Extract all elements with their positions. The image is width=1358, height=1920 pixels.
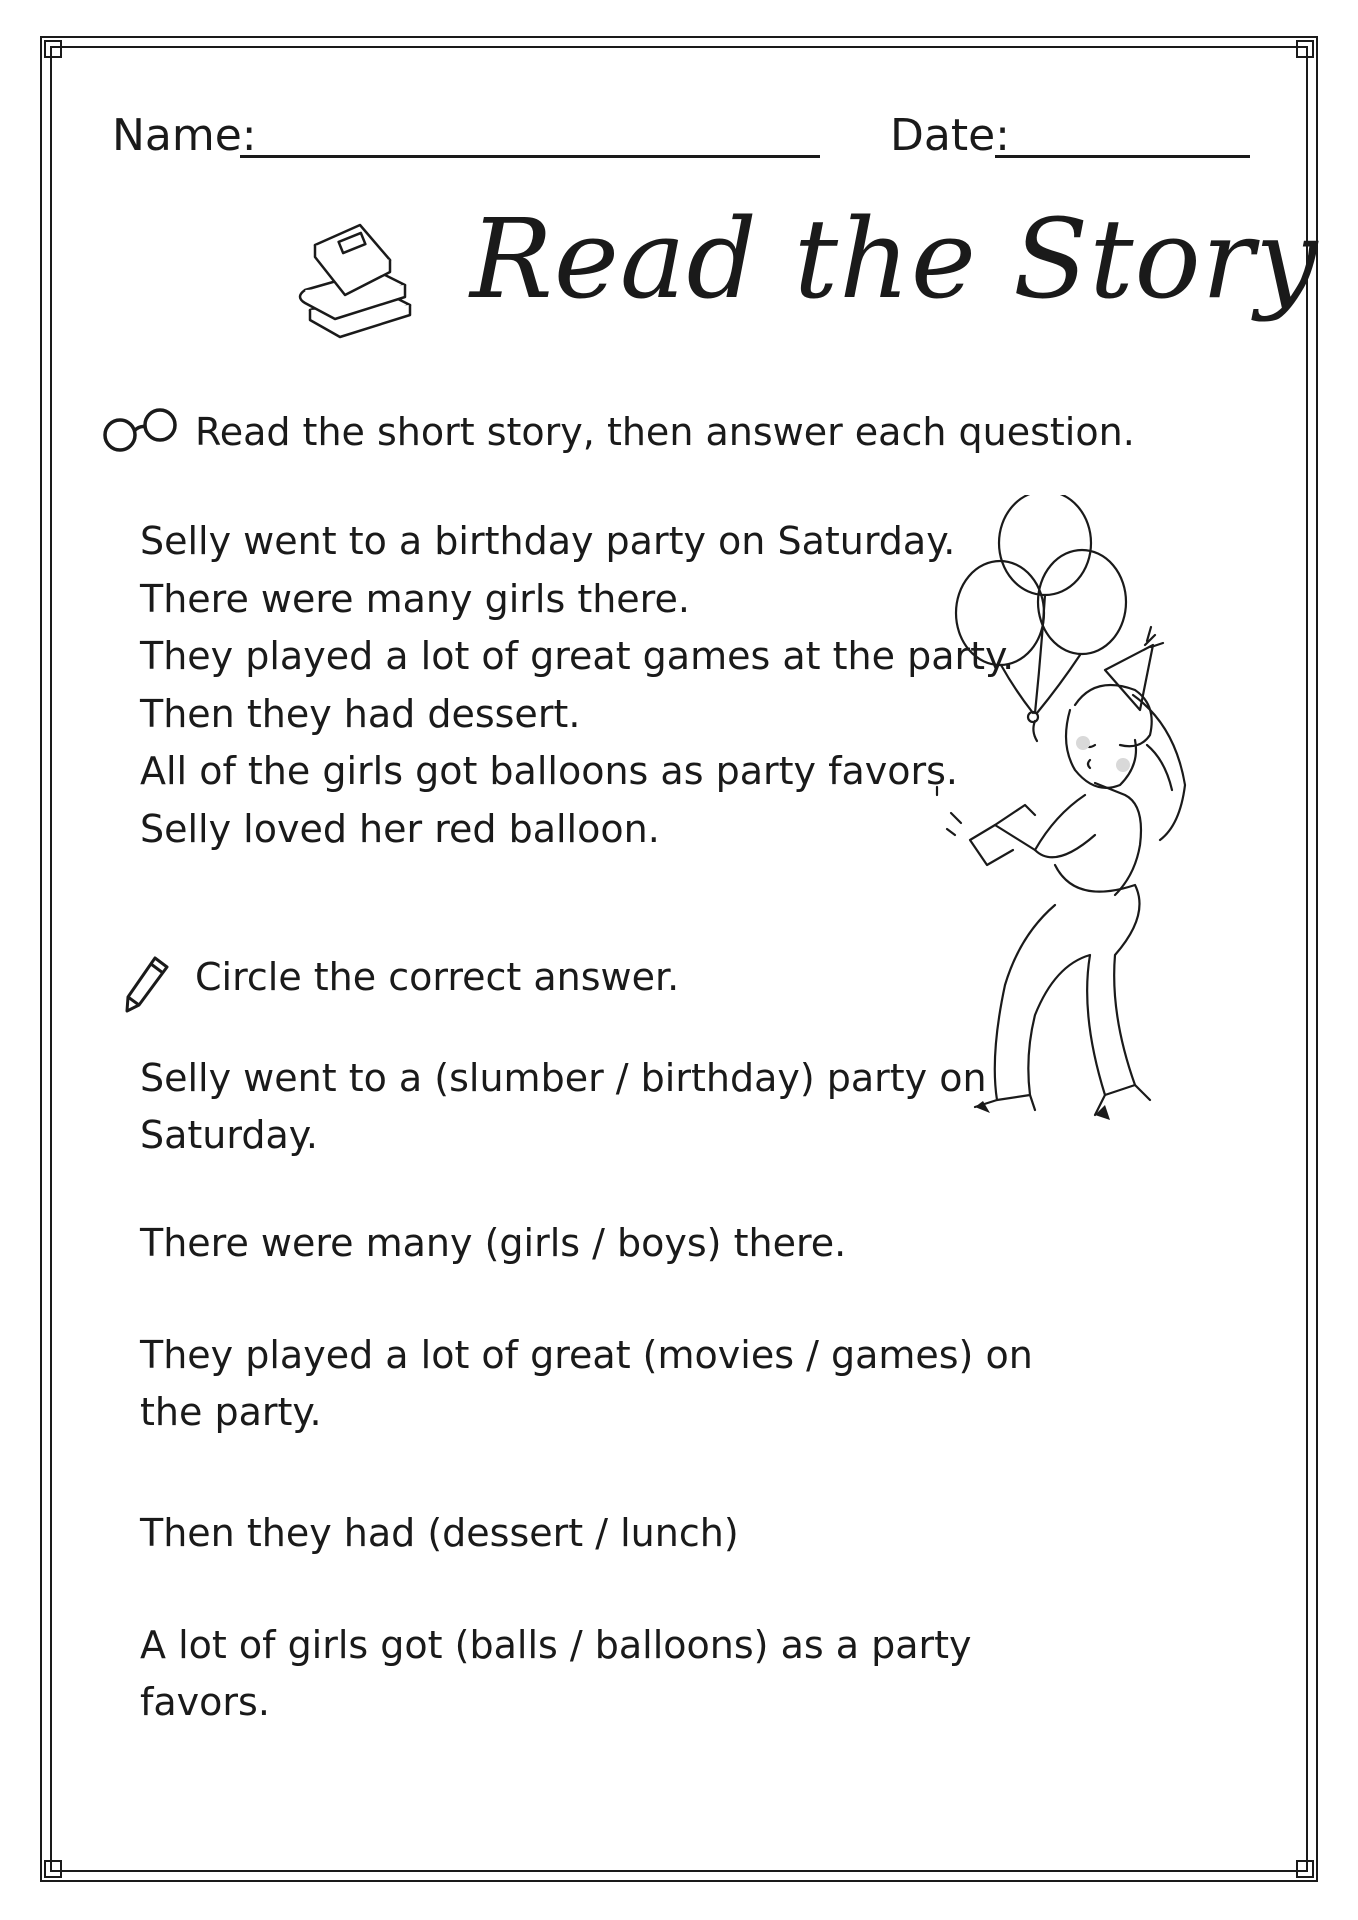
question-3 (140, 1327, 1033, 1441)
question-1 (140, 1050, 987, 1164)
question-line: Selly went to a (slumber / birthday) party on (140, 1056, 987, 1100)
story-line: Selly went to a birthday party on Saturday. (140, 519, 956, 563)
glasses-icon (100, 405, 185, 455)
story-line: Then they had dessert. (140, 691, 581, 736)
instruction-circle: Circle the correct answer. (195, 955, 680, 999)
question-line: favors. (140, 1680, 270, 1724)
story-line: They played a lot of great games at the party. (140, 634, 1015, 678)
frame-corner (44, 1860, 62, 1878)
question-line: A lot of girls got (balls / balloons) as a party (140, 1623, 972, 1667)
story-text (140, 513, 1014, 858)
story-line: Selly loved her red balloon. (140, 806, 660, 851)
frame-corner (44, 40, 62, 58)
page-title: Read the Story (470, 195, 1319, 323)
question-line: There were many (girls / boys) there. (140, 1221, 847, 1265)
name-field[interactable] (240, 155, 820, 158)
question-2 (140, 1215, 846, 1272)
story-line: All of the girls got balloons as party favors. (140, 749, 958, 793)
question-line: Then they had (dessert / lunch) (140, 1511, 739, 1555)
frame-corner (1296, 1860, 1314, 1878)
question-4 (140, 1505, 739, 1562)
story-line: There were many girls there. (140, 576, 690, 621)
date-label: Date: (890, 110, 1010, 161)
books-icon (285, 215, 420, 345)
instruction-read: Read the short story, then answer each question. (195, 410, 1135, 454)
pencil-icon (125, 953, 175, 1015)
frame-corner (1296, 40, 1314, 58)
question-line: the party. (140, 1390, 322, 1434)
girl-with-balloons-illustration (935, 495, 1235, 1135)
question-5 (140, 1617, 972, 1731)
date-field[interactable] (995, 155, 1250, 158)
name-label: Name: (112, 110, 257, 161)
question-line: Saturday. (140, 1113, 318, 1157)
question-line: They played a lot of great (movies / games) on (140, 1333, 1033, 1377)
